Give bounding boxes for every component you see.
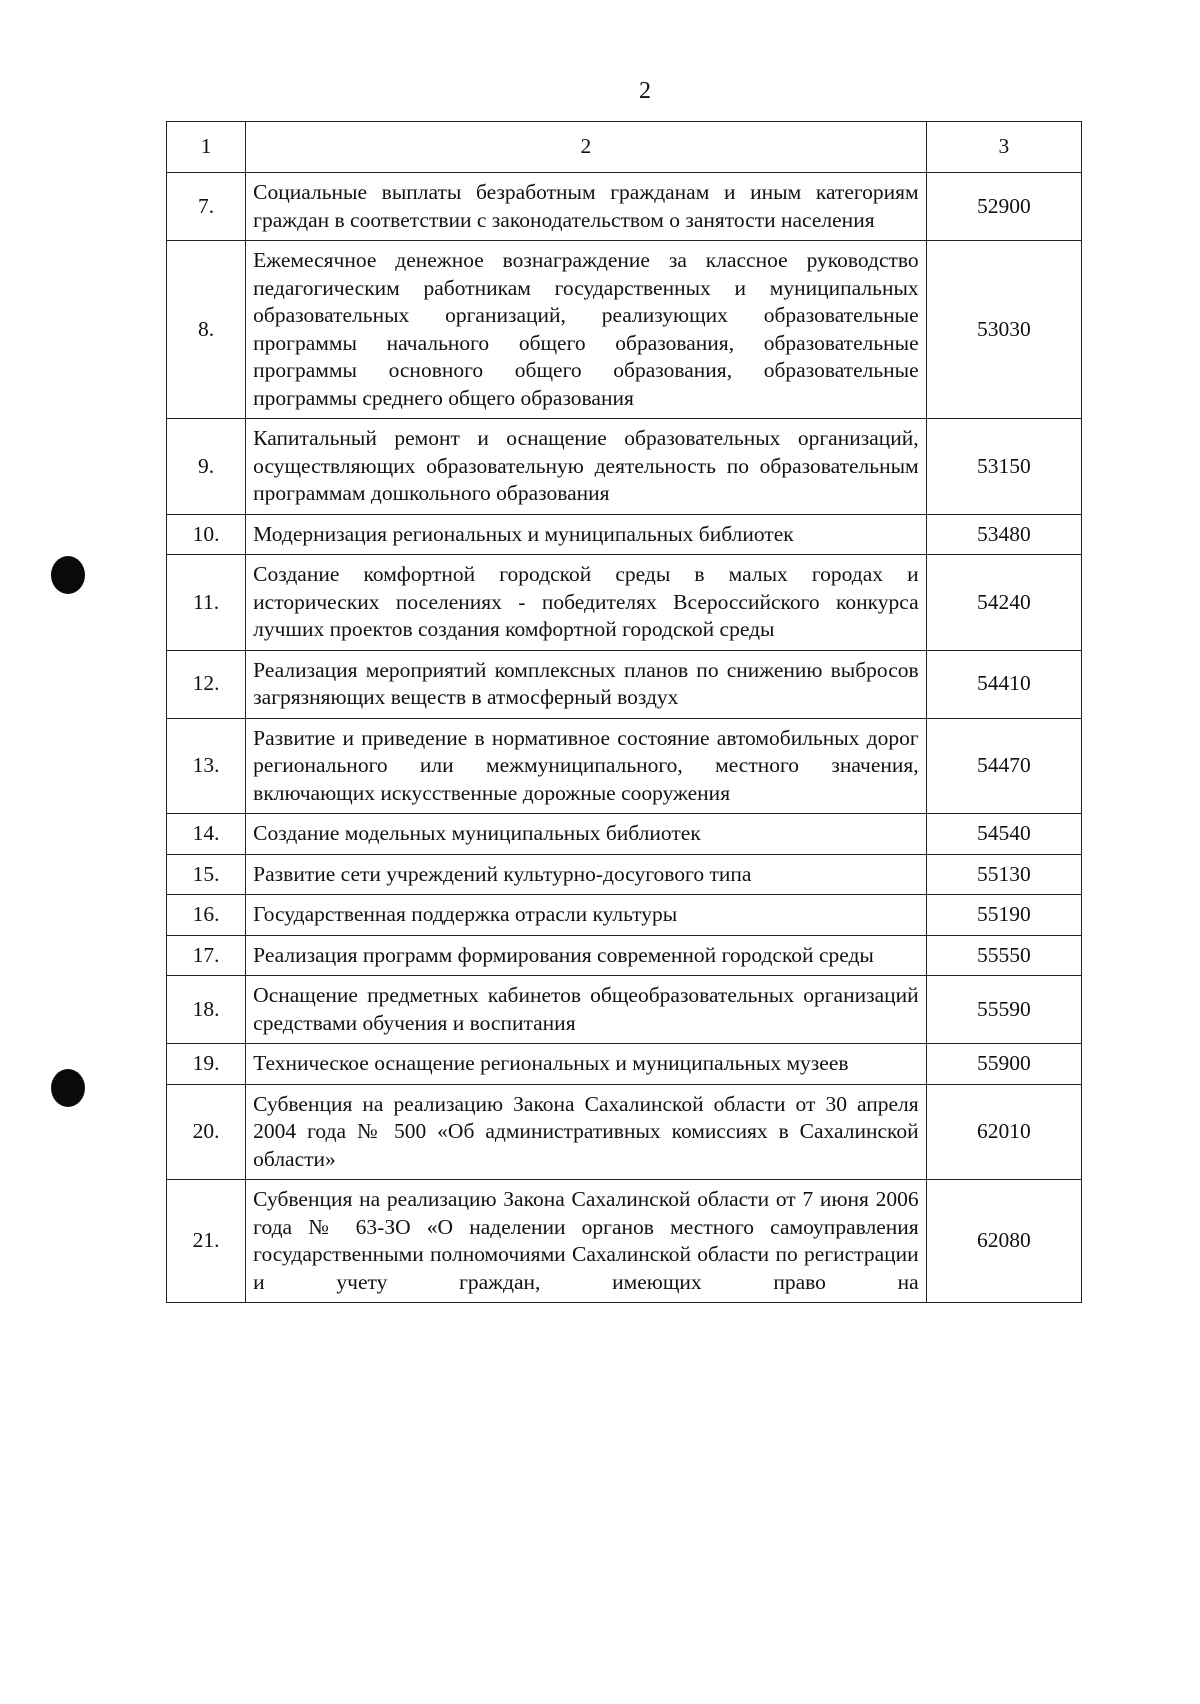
- row-number-cell: 21.: [167, 1180, 246, 1303]
- row-number-cell: 19.: [167, 1044, 246, 1085]
- row-number-cell: 14.: [167, 814, 246, 855]
- row-number-cell: 20.: [167, 1084, 246, 1180]
- header-col-1: 1: [167, 122, 246, 173]
- row-number-cell: 13.: [167, 718, 246, 814]
- table-row: [167, 241, 1082, 419]
- row-number-cell: 8.: [167, 241, 246, 419]
- row-description-cell: Реализация мероприятий комплексных планов по снижению выбросов загрязняющих веществ в атмосферный воздух: [246, 650, 926, 718]
- row-code-cell: 55190: [926, 895, 1081, 936]
- table-row: [167, 1044, 1082, 1085]
- row-code-cell: 55900: [926, 1044, 1081, 1085]
- row-description-cell: Реализация программ формирования современной городской среды: [246, 935, 926, 976]
- row-description-cell: Создание комфортной городской среды в малых городах и исторических поселениях - победителях Всероссийского конкурса лучших проектов создания комфортной городской среды: [246, 555, 926, 651]
- table-row: [167, 173, 1082, 241]
- row-description-cell: Субвенция на реализацию Закона Сахалинской области от 7 июня 2006 года № 63-ЗО «О наделении органов местного самоуправления государственными полномочиями Сахалинской области по регистрации и учету граждан, имеющих право на: [246, 1180, 926, 1303]
- page-number: 2: [639, 78, 651, 104]
- row-code-cell: 53480: [926, 514, 1081, 555]
- row-number-cell: 18.: [167, 976, 246, 1044]
- table-header-row: [167, 122, 1082, 173]
- row-code-cell: 54470: [926, 718, 1081, 814]
- header-col-2: 2: [246, 122, 926, 173]
- table-row: [167, 718, 1082, 814]
- row-description-cell: Модернизация региональных и муниципальных библиотек: [246, 514, 926, 555]
- row-description-cell: Развитие и приведение в нормативное состояние автомобильных дорог регионального или межмуниципального, местного значения, включающих искусственные дорожные сооружения: [246, 718, 926, 814]
- table-row: [167, 976, 1082, 1044]
- table-row: [167, 555, 1082, 651]
- table-row: [167, 1084, 1082, 1180]
- row-code-cell: 55550: [926, 935, 1081, 976]
- row-code-cell: 54240: [926, 555, 1081, 651]
- table-row: [167, 1180, 1082, 1303]
- row-code-cell: 53030: [926, 241, 1081, 419]
- row-description-cell: Техническое оснащение региональных и муниципальных музеев: [246, 1044, 926, 1085]
- budget-codes-table: [166, 121, 1082, 1303]
- row-description-cell: Государственная поддержка отрасли культуры: [246, 895, 926, 936]
- row-number-cell: 10.: [167, 514, 246, 555]
- row-number-cell: 16.: [167, 895, 246, 936]
- row-code-cell: 62080: [926, 1180, 1081, 1303]
- row-description-cell: Ежемесячное денежное вознаграждение за классное руководство педагогическим работникам государственных и муниципальных образовательных организаций, реализующих образовательные программы начального общего образования, образовательные программы основного общего образования, образовательные программы среднего общего образования: [246, 241, 926, 419]
- table-row: [167, 854, 1082, 895]
- table-row: [167, 895, 1082, 936]
- row-code-cell: 62010: [926, 1084, 1081, 1180]
- row-description-cell: Капитальный ремонт и оснащение образовательных организаций, осуществляющих образовательную деятельность по образовательным программам дошкольного образования: [246, 419, 926, 515]
- row-number-cell: 9.: [167, 419, 246, 515]
- row-code-cell: 54540: [926, 814, 1081, 855]
- punch-hole-marker: [51, 1069, 85, 1107]
- row-number-cell: 12.: [167, 650, 246, 718]
- row-description-cell: Социальные выплаты безработным гражданам и иным категориям граждан в соответствии с законодательством о занятости населения: [246, 173, 926, 241]
- row-description-cell: Развитие сети учреждений культурно-досугового типа: [246, 854, 926, 895]
- table-row: [167, 650, 1082, 718]
- row-code-cell: 54410: [926, 650, 1081, 718]
- row-number-cell: 17.: [167, 935, 246, 976]
- punch-hole-marker: [51, 556, 85, 594]
- row-code-cell: 52900: [926, 173, 1081, 241]
- table-row: [167, 419, 1082, 515]
- row-description-cell: Создание модельных муниципальных библиотек: [246, 814, 926, 855]
- row-number-cell: 15.: [167, 854, 246, 895]
- row-code-cell: 55590: [926, 976, 1081, 1044]
- row-description-cell: Субвенция на реализацию Закона Сахалинской области от 30 апреля 2004 года № 500 «Об административных комиссиях в Сахалинской области»: [246, 1084, 926, 1180]
- table-row: [167, 814, 1082, 855]
- table-row: [167, 514, 1082, 555]
- header-col-3: 3: [926, 122, 1081, 173]
- row-code-cell: 53150: [926, 419, 1081, 515]
- row-number-cell: 11.: [167, 555, 246, 651]
- row-number-cell: 7.: [167, 173, 246, 241]
- row-description-cell: Оснащение предметных кабинетов общеобразовательных организаций средствами обучения и воспитания: [246, 976, 926, 1044]
- table-row: [167, 935, 1082, 976]
- row-code-cell: 55130: [926, 854, 1081, 895]
